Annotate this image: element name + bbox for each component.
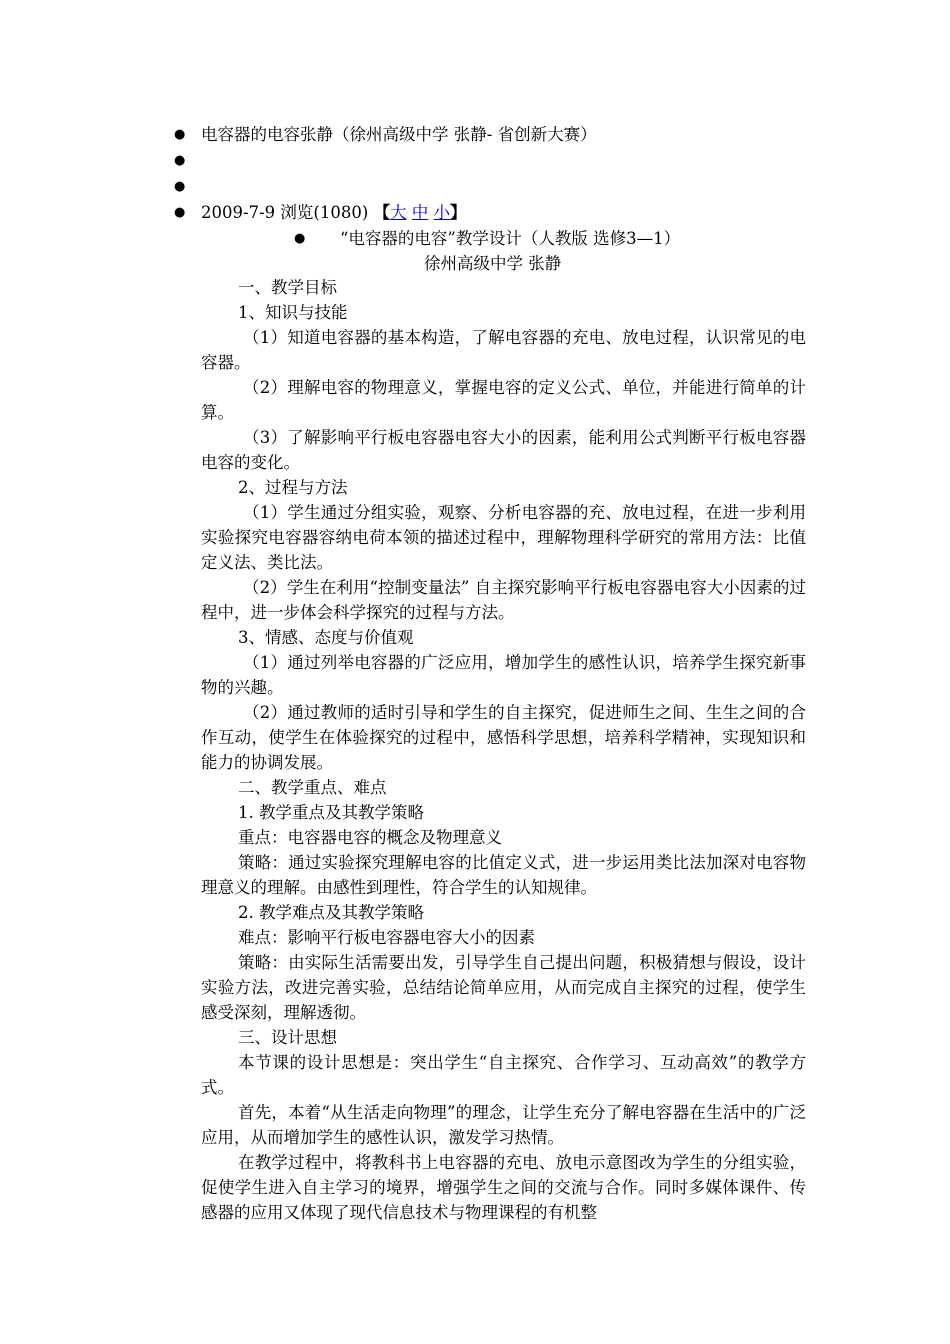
paragraph: （1）知道电容器的基本构造，了解电容器的充电、放电过程，认识常见的电容器。 bbox=[201, 328, 806, 372]
paragraph: 首先，本着“从生活走向物理”的理念，让学生充分了解电容器在生活中的广泛应用，从而增加学生的感性认识，激发学习热情。 bbox=[201, 1103, 806, 1147]
list-item bbox=[172, 200, 812, 226]
subsection-heading: 3、情感、态度与价值观 bbox=[238, 628, 414, 647]
subsection-heading: 1、知识与技能 bbox=[238, 303, 348, 322]
section-heading: 一、教学目标 bbox=[238, 278, 337, 297]
header-list bbox=[172, 122, 812, 226]
doc-title-row bbox=[0, 226, 950, 252]
paragraph: 策略：由实际生活需要出发，引导学生自己提出问题，积极猜想与假设，设计实验方法，改进完善实验，总结结论简单应用，从而完成自主探究的过程，使学生感受深刻，理解透彻。 bbox=[201, 953, 806, 1022]
section-heading: 二、教学重点、难点 bbox=[238, 778, 387, 797]
doc-author: 徐州高级中学 张静 bbox=[424, 254, 562, 273]
subsection-heading: 2. 教学难点及其教学策略 bbox=[238, 903, 424, 922]
post-date: 2009-7-9 bbox=[201, 203, 276, 222]
paragraph: 在教学过程中，将教科书上电容器的充电、放电示意图改为学生的分组实验，促使学生进入自主学习的境界，增强学生之间的交流与合作。同时多媒体课件、传感器的应用又体现了现代信息技术与物理课程的有机整 bbox=[201, 1153, 806, 1222]
bullet-icon: ● bbox=[174, 127, 186, 142]
bullet-icon: ● bbox=[174, 153, 186, 168]
list-item bbox=[172, 174, 812, 200]
section-heading: 三、设计思想 bbox=[238, 1028, 337, 1047]
bullet-icon: ● bbox=[174, 205, 186, 220]
doc-body bbox=[201, 275, 806, 1225]
list-item bbox=[172, 122, 812, 148]
view-count: 浏览(1080) bbox=[280, 203, 369, 222]
bracket-open: 【 bbox=[373, 203, 391, 222]
bracket-close: 】 bbox=[450, 203, 467, 222]
paragraph: （2）理解电容的物理意义，掌握电容的定义公式、单位，并能进行简单的计算。 bbox=[201, 378, 806, 422]
paragraph: 本节课的设计思想是：突出学生“自主探究、合作学习、互动高效”的教学方式。 bbox=[201, 1053, 806, 1097]
list-item bbox=[172, 148, 812, 174]
post-title: 电容器的电容张静（徐州高级中学 张静- 省创新大赛） bbox=[201, 125, 597, 144]
bullet-icon: ● bbox=[174, 179, 186, 194]
paragraph: （1）学生通过分组实验，观察、分析电容器的充、放电过程，在进一步利用实验探究电容器容纳电荷本领的描述过程中，理解物理科学研究的常用方法：比值定义法、类比法。 bbox=[201, 503, 806, 572]
paragraph: （2）通过教师的适时引导和学生的自主探究，促进师生之间、生生之间的合作互动，使学生在体验探究的过程中，感悟科学思想，培养科学精神，实现知识和能力的协调发展。 bbox=[201, 703, 806, 772]
font-size-medium-link[interactable]: 中 bbox=[411, 203, 429, 222]
paragraph: （2）学生在利用“控制变量法” 自主探究影响平行板电容器电容大小因素的过程中，进一步体会科学探究的过程与方法。 bbox=[201, 578, 806, 622]
subsection-heading: 1. 教学重点及其教学策略 bbox=[238, 803, 424, 822]
subsection-heading: 2、过程与方法 bbox=[238, 478, 348, 497]
font-size-small-link[interactable]: 小 bbox=[433, 203, 451, 222]
paragraph: 重点：电容器电容的概念及物理意义 bbox=[238, 828, 502, 847]
font-size-large-link[interactable]: 大 bbox=[390, 203, 407, 222]
paragraph: （1）通过列举电容器的广泛应用，增加学生的感性认识，培养学生探究新事物的兴趣。 bbox=[201, 653, 806, 697]
doc-title: “电容器的电容”教学设计（人教版 选修3—1） bbox=[340, 229, 681, 248]
paragraph: 难点：影响平行板电容器电容大小的因素 bbox=[238, 928, 535, 947]
bullet-icon: ● bbox=[294, 231, 306, 246]
paragraph: （3）了解影响平行板电容器电容大小的因素，能利用公式判断平行板电容器电容的变化。 bbox=[201, 428, 806, 472]
paragraph: 策略：通过实验探究理解电容的比值定义式，进一步运用类比法加深对电容物理意义的理解。由感性到理性，符合学生的认知规律。 bbox=[201, 853, 806, 897]
